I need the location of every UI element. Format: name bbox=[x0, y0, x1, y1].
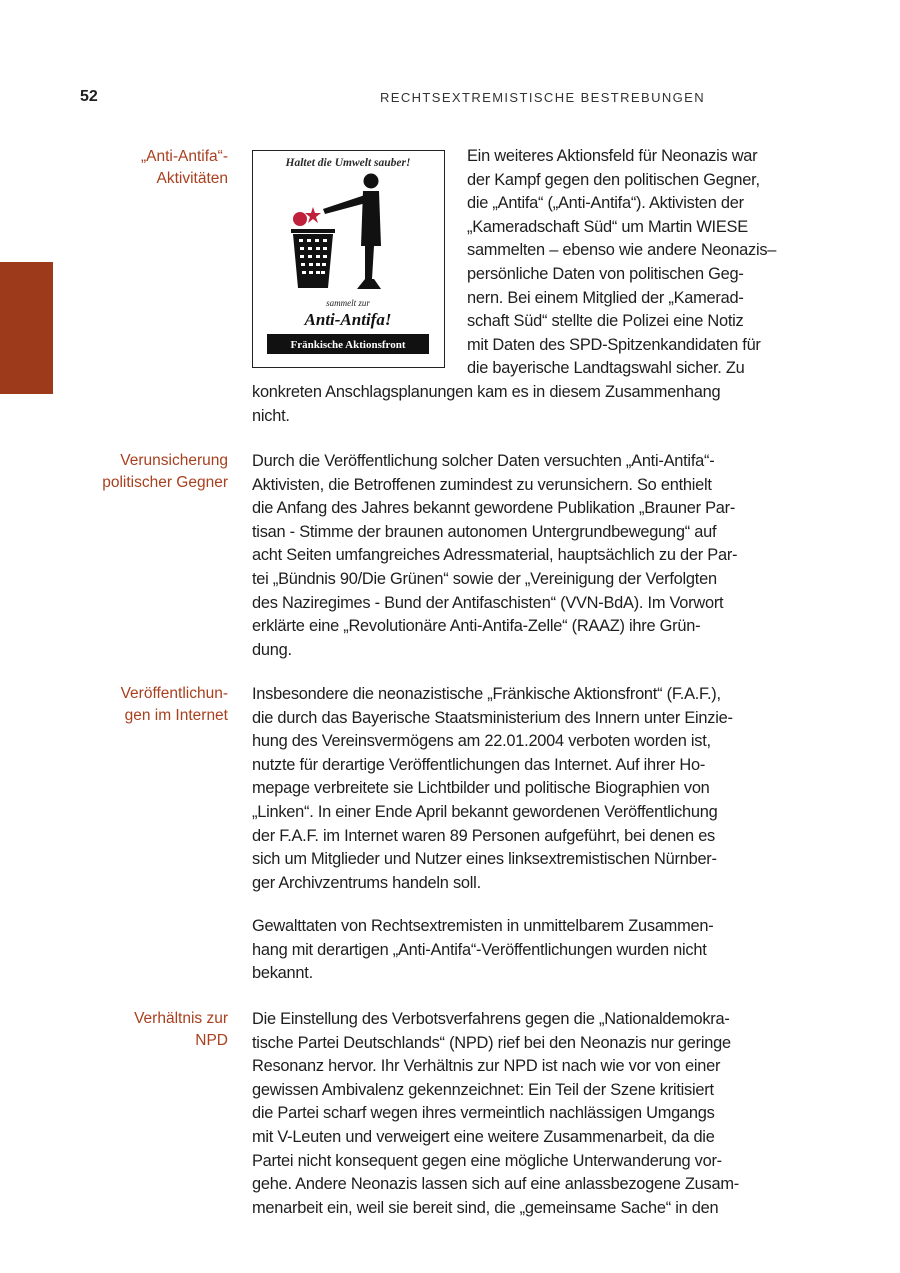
antifa-logo-icon bbox=[293, 212, 307, 226]
text-line: die durch das Bayerische Staatsministerium des Innern unter Einzie- bbox=[252, 708, 733, 727]
text-line: Die Einstellung des Verbotsverfahrens gegen die „Nationaldemokra- bbox=[252, 1010, 730, 1028]
text-line: konkreten Anschlagsplanungen kam es in diesem Zusammenhang bbox=[252, 383, 721, 401]
text-line: nicht. bbox=[252, 406, 290, 425]
text-line: sammelten – ebenso wie andere Neonazis– bbox=[467, 241, 777, 260]
text-line: hang mit derartigen „Anti-Antifa“-Veröffentlichungen wurden nicht bbox=[252, 940, 707, 959]
text-line: acht Seiten umfangreiches Adressmaterial, hauptsächlich zu der Par- bbox=[252, 546, 738, 565]
text-line: mepage verbreitete sie Lichtbilder und politische Biographien von bbox=[252, 779, 710, 798]
person-feet-icon bbox=[357, 279, 381, 289]
red-star-icon bbox=[305, 207, 321, 223]
text-line: Resonanz hervor. Ihr Verhältnis zur NPD ist nach wie vor von einer bbox=[252, 1057, 721, 1076]
margin-note-anti-antifa bbox=[58, 146, 228, 190]
text-line: nutzte für derartige Veröffentlichungen das Internet. Auf ihrer Ho- bbox=[252, 755, 706, 774]
text-line: gehe. Andere Neonazis lassen sich auf eine anlassbezogene Zusam- bbox=[252, 1175, 739, 1194]
poster-top-text: Haltet die Umwelt sauber! bbox=[285, 157, 411, 169]
margin-note-line: politischer Gegner bbox=[102, 474, 228, 491]
text-line: die „Antifa“ („Anti-Antifa“). Aktivisten der bbox=[467, 194, 744, 213]
text-line: „Kameradschaft Süd“ um Martin WIESE bbox=[467, 217, 748, 236]
intro-paragraph-full bbox=[252, 381, 820, 428]
anti-antifa-poster-image bbox=[252, 150, 445, 368]
text-line: erklärte eine „Revolutionäre Anti-Antifa-Zelle“ (RAAZ) ihre Grün- bbox=[252, 617, 701, 636]
text-line: schaft Süd“ stellte die Polizei eine Notiz bbox=[467, 312, 744, 331]
text-line: Insbesondere die neonazistische „Fränkische Aktionsfront“ (F.A.F.), bbox=[252, 685, 721, 703]
text-line: sich um Mitglieder und Nutzer eines linksextremistischen Nürnber- bbox=[252, 850, 717, 869]
text-line: persönliche Daten von politischen Geg- bbox=[467, 264, 744, 283]
poster-banner-text: Fränkische Aktionsfront bbox=[290, 339, 406, 351]
text-line: die Anfang des Jahres bekannt gewordene Publikation „Brauner Par- bbox=[252, 499, 736, 518]
text-line: „Linken“. In einer Ende April bekannt gewordenen Veröffentlichung bbox=[252, 802, 718, 821]
text-line: der F.A.F. im Internet waren 89 Personen aufgeführt, bei denen es bbox=[252, 826, 716, 845]
paragraph-gewalttaten bbox=[252, 915, 820, 986]
text-line: bekannt. bbox=[252, 964, 313, 983]
text-line: menarbeit ein, weil sie bereit sind, die „gemeinsame Sache“ in den bbox=[252, 1198, 719, 1217]
text-line: dung. bbox=[252, 640, 292, 659]
text-line: tische Partei Deutschlands“ (NPD) rief bei den Neonazis nur geringe bbox=[252, 1033, 731, 1052]
text-line: nern. Bei einem Mitglied der „Kamerad- bbox=[467, 288, 744, 307]
text-line: Durch die Veröffentlichung solcher Daten versuchten „Anti-Antifa“- bbox=[252, 452, 715, 470]
intro-paragraph-wrapped bbox=[467, 145, 822, 381]
poster-illustration bbox=[253, 151, 443, 366]
page-number: 52 bbox=[80, 88, 98, 105]
text-line: die bayerische Landtagswahl sicher. Zu bbox=[467, 359, 745, 378]
margin-note-line: Verunsicherung bbox=[120, 452, 228, 469]
running-header: RECHTSEXTREMISTISCHE BESTREBUNGEN bbox=[380, 90, 706, 105]
margin-note-internet bbox=[58, 683, 228, 727]
person-head-icon bbox=[364, 174, 379, 189]
text-line: Ein weiteres Aktionsfeld für Neonazis war bbox=[467, 147, 758, 165]
text-line: mit V-Leuten und verweigert eine weitere Zusammenarbeit, da die bbox=[252, 1127, 715, 1146]
trash-bin-icon bbox=[293, 234, 333, 288]
text-line: des Naziregimes - Bund der Antifaschisten“ (VVN-BdA). Im Vorwort bbox=[252, 593, 724, 612]
text-line: gewissen Ambivalenz gekennzeichnet: Ein Teil der Szene kritisiert bbox=[252, 1080, 714, 1099]
margin-note-npd bbox=[58, 1008, 228, 1052]
person-body-icon bbox=[361, 191, 381, 279]
text-line: hung des Vereinsvermögens am 22.01.2004 verboten worden ist, bbox=[252, 732, 711, 751]
chapter-tab bbox=[0, 262, 53, 394]
margin-note-line: Verhältnis zur bbox=[134, 1010, 228, 1027]
text-line: der Kampf gegen den politischen Gegner, bbox=[467, 170, 760, 189]
text-line: Gewalttaten von Rechtsextremisten in unmittelbarem Zusammen- bbox=[252, 917, 714, 935]
text-line: ger Archivzentrums handeln soll. bbox=[252, 873, 481, 892]
text-line: die Partei scharf wegen ihres vermeintlich nachlässigen Umgangs bbox=[252, 1104, 715, 1123]
margin-note-verunsicherung bbox=[58, 450, 228, 494]
text-line: Aktivisten, die Betroffenen zumindest zu verunsichern. So enthielt bbox=[252, 475, 712, 494]
text-line: mit Daten des SPD-Spitzenkandidaten für bbox=[467, 335, 761, 354]
text-line: tei „Bündnis 90/Die Grünen“ sowie der „Vereinigung der Verfolgten bbox=[252, 569, 717, 588]
text-line: tisan - Stimme der braunen autonomen Untergrundbewegung“ auf bbox=[252, 522, 717, 541]
poster-small-text: sammelt zur bbox=[326, 298, 370, 308]
margin-note-line: „Anti-Antifa“- bbox=[141, 148, 228, 165]
paragraph-verunsicherung bbox=[252, 450, 820, 662]
paragraph-npd bbox=[252, 1008, 820, 1220]
paragraph-internet bbox=[252, 683, 820, 895]
margin-note-line: NPD bbox=[195, 1032, 228, 1049]
person-arm-icon bbox=[323, 195, 366, 214]
poster-main-text: Anti-Antifa! bbox=[304, 310, 392, 329]
margin-note-line: Veröffentlichun- bbox=[120, 685, 228, 702]
trash-bin-rim-icon bbox=[291, 229, 335, 233]
text-line: Partei nicht konsequent gegen eine mögliche Unterwanderung vor- bbox=[252, 1151, 722, 1170]
margin-note-line: Aktivitäten bbox=[156, 170, 228, 187]
margin-note-line: gen im Internet bbox=[124, 707, 228, 724]
